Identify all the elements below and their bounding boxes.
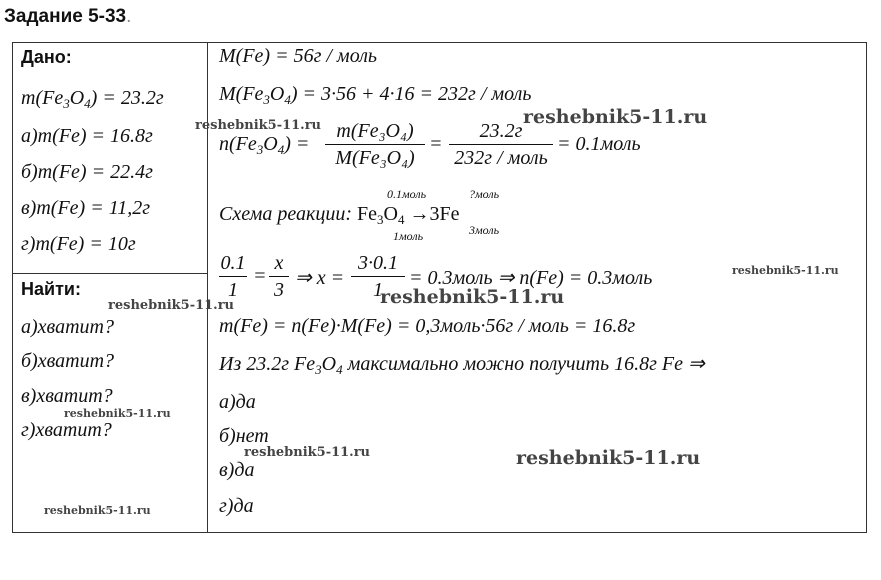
proportion-fraction-3: 3·0.1 1 bbox=[351, 251, 405, 302]
given-item-b: б)m(Fe) = 22.4г bbox=[21, 161, 153, 183]
find-title: Найти: bbox=[21, 279, 81, 299]
watermark: reshebnik5-11.ru bbox=[516, 447, 701, 469]
watermark: reshebnik5-11.ru bbox=[44, 504, 151, 517]
find-item-d: г)хватит? bbox=[21, 419, 112, 441]
column-divider bbox=[207, 43, 208, 532]
given-item-c: в)m(Fe) = 11,2г bbox=[21, 197, 151, 219]
amount-fe3o4-left: $n(Fe_3O_4)$ = bbox=[219, 133, 310, 157]
watermark: reshebnik5-11.ru bbox=[64, 407, 171, 420]
row-divider bbox=[13, 273, 207, 274]
watermark: reshebnik5-11.ru bbox=[380, 286, 565, 308]
scheme-below-product: 3моль bbox=[469, 223, 500, 237]
proportion-implies: ⇒ x = bbox=[295, 267, 345, 289]
watermark: reshebnik5-11.ru bbox=[244, 445, 371, 460]
answer-d: г)да bbox=[219, 495, 254, 517]
reaction-scheme: Схема реакции: $Fe_3O_4 \to 3Fe$ bbox=[219, 203, 460, 227]
proportion-equals: = bbox=[253, 265, 267, 287]
answer-b: б)нет bbox=[219, 425, 269, 447]
molar-mass-fe: M(Fe) = 56г / моль bbox=[219, 45, 378, 67]
answer-a: а)да bbox=[219, 391, 256, 413]
find-item-a: а)хватит? bbox=[21, 316, 114, 338]
answer-c: в)да bbox=[219, 459, 255, 481]
amount-fe-result: = 0.3моль ⇒ n(Fe) = 0.3моль bbox=[409, 267, 653, 289]
page-heading: Задание 5-33. bbox=[4, 6, 132, 27]
conclusion-line: Из 23.2г $Fe_3O_4$ максимально можно получить 16.8г Fe ⇒ bbox=[219, 353, 705, 377]
proportion-fraction-1: 0.1 1 bbox=[220, 252, 246, 301]
given-item-d: г)m(Fe) = 10г bbox=[21, 233, 136, 255]
given-title: Дано: bbox=[21, 47, 72, 67]
fraction-values: 23.2г 232г / моль bbox=[449, 119, 553, 170]
equals-sign: = bbox=[429, 133, 443, 155]
watermark: reshebnik5-11.ru bbox=[732, 264, 839, 277]
scheme-above-product: ?моль bbox=[469, 187, 500, 201]
proportion-fraction-2: x 3 bbox=[269, 251, 289, 302]
given-mass-fe3o4: $m(Fe_3O_4) = 23.2г$ bbox=[21, 87, 164, 111]
find-item-c: в)хватит? bbox=[21, 385, 113, 407]
given-item-a: а)m(Fe) = 16.8г bbox=[21, 125, 153, 147]
scheme-below-reactant: 1моль bbox=[393, 229, 424, 243]
mass-fe-calculation: m(Fe) = n(Fe)·M(Fe) = 0,3моль·56г / моль = 16.8г bbox=[219, 315, 636, 337]
watermark: reshebnik5-11.ru bbox=[108, 298, 235, 313]
watermark: reshebnik5-11.ru bbox=[523, 106, 708, 128]
fraction-mass-over-molar: m(Fe₃O₄) M(Fe₃O₄) bbox=[325, 119, 425, 170]
scheme-above-reactant: 0.1моль bbox=[387, 187, 427, 201]
molar-mass-fe3o4: $M(Fe_3O_4) = 3\cdot 56 + 4\cdot 16 = 232г$ / моль bbox=[219, 83, 532, 107]
amount-fe3o4-result: = 0.1моль bbox=[557, 133, 641, 155]
find-item-b: б)хватит? bbox=[21, 350, 115, 372]
watermark: reshebnik5-11.ru bbox=[195, 118, 322, 133]
